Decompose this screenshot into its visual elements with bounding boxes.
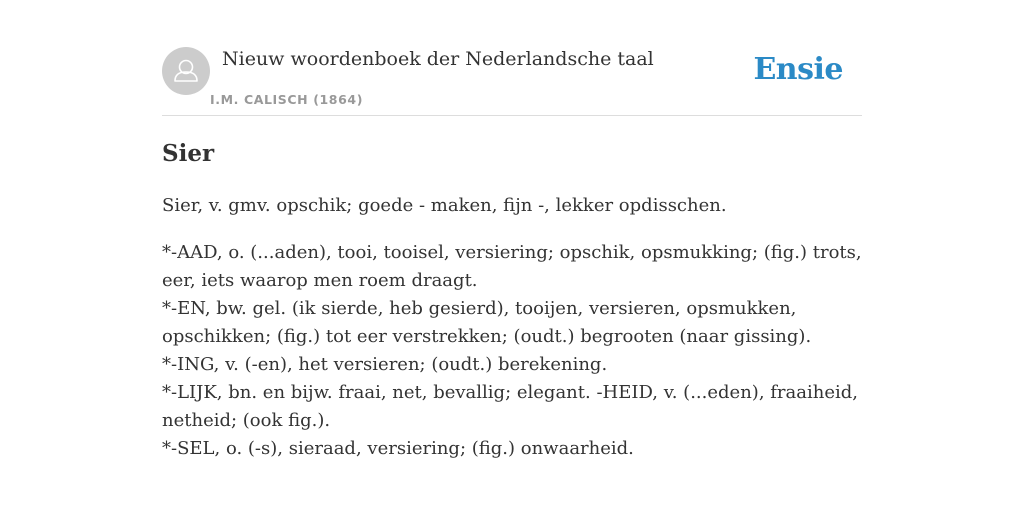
brand-logo[interactable]: Ensie bbox=[753, 52, 843, 87]
definition-line: Sier, v. gmv. opschik; goede - maken, fijn -, lekker opdisschen. bbox=[162, 195, 727, 216]
entry-definition bbox=[162, 192, 868, 463]
entry-title: Sier bbox=[162, 140, 215, 167]
definition-line: *-AAD, o. (...aden), tooi, tooisel, versiering; opschik, opsmukking; (fig.) trots, eer, iets waarop men roem draagt. bbox=[162, 242, 862, 291]
user-icon bbox=[162, 47, 210, 95]
header bbox=[162, 46, 862, 116]
definition-line: *-EN, bw. gel. (ik sierde, heb gesierd), tooijen, versieren, opsmukken, opschikken; (fig.) tot eer verstrekken; (oudt.) begrooten (naar gissing). bbox=[162, 298, 812, 347]
book-title[interactable]: Nieuw woordenboek der Nederlandsche taal bbox=[222, 48, 654, 70]
definition-line: *-ING, v. (-en), het versieren; (oudt.) berekening. bbox=[162, 354, 608, 375]
avatar bbox=[162, 47, 210, 95]
author-name: I.M. CALISCH (1864) bbox=[210, 92, 364, 107]
definition-line: *-LIJK, bn. en bijw. fraai, net, bevallig; elegant. -HEID, v. (...eden), fraaiheid, netheid; (ook fig.). bbox=[162, 382, 858, 431]
definition-line: *-SEL, o. (-s), sieraad, versiering; (fig.) onwaarheid. bbox=[162, 438, 634, 459]
